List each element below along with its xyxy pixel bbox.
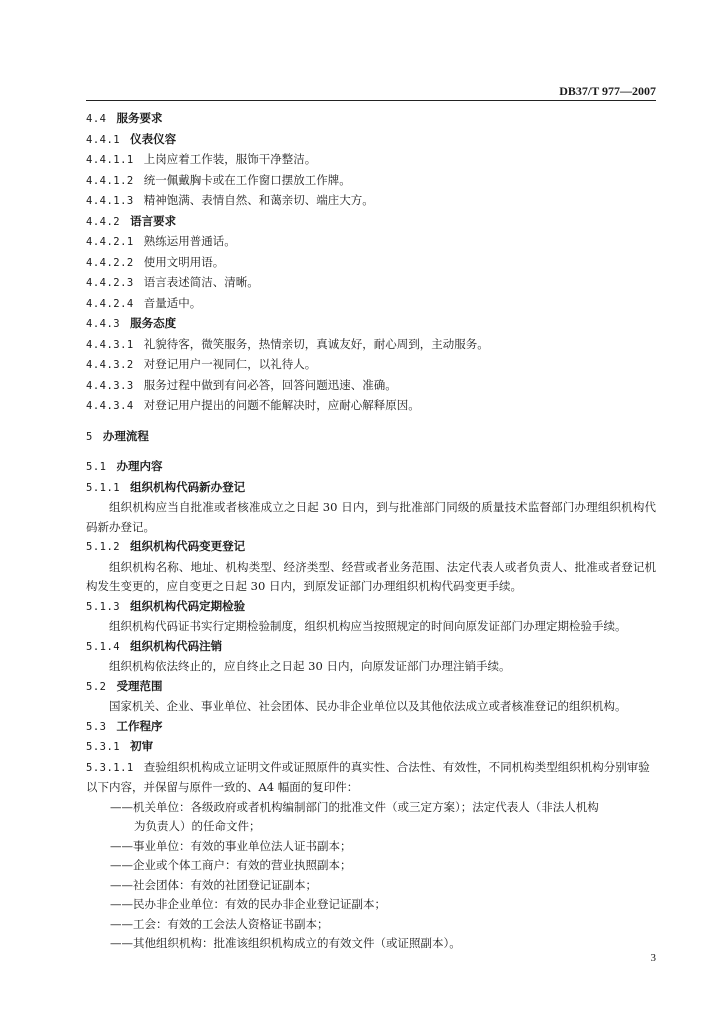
- clause-text: ——其他组织机构：批准该组织机构成立的有效文件（或证照副本）。: [110, 936, 461, 950]
- clause-paragraph: [86, 657, 656, 677]
- clause-heading: [86, 537, 656, 558]
- clause-heading: [86, 478, 656, 499]
- header-rule: [86, 100, 656, 101]
- clause-heading: [86, 212, 656, 233]
- clause-number: 5.1.4: [86, 640, 121, 653]
- list-item: [86, 915, 656, 935]
- clause-number: 4.4: [86, 113, 107, 125]
- list-item: [86, 876, 656, 896]
- clause-text: ——民办非企业单位：有效的民办非企业登记证副本；: [110, 897, 386, 911]
- clause-number: 4.4.3.1: [86, 338, 134, 351]
- clause-number: 4.4.1.3: [86, 195, 134, 207]
- clause-text: 组织机构代码新办登记: [130, 479, 246, 494]
- clause-item: [86, 253, 656, 274]
- clause-item: [86, 232, 656, 253]
- list-item: [86, 837, 656, 857]
- clause-text: 使用文明用语。: [143, 254, 225, 269]
- clause-number: 4.4.2.1: [86, 236, 134, 248]
- clause-text: 统一佩戴胸卡或在工作窗口摆放工作牌。: [143, 172, 351, 187]
- clause-heading: [86, 130, 656, 151]
- clause-text: 为负责人）的任命文件；: [134, 819, 261, 833]
- clause-text: 办理流程: [102, 428, 149, 443]
- clause-text: 熟练运用普通话。: [143, 234, 236, 248]
- clause-heading: [86, 314, 656, 335]
- clause-text: 对登记用户提出的问题不能解决时，应耐心解释原因。: [143, 398, 420, 412]
- clause-text: 服务过程中做到有问必答，回答问题迅速、准确。: [143, 377, 397, 392]
- clause-text: 仪表仪容: [130, 131, 177, 146]
- clause-text: 音量适中。: [143, 295, 202, 310]
- clause-number: 5.1.1: [86, 481, 121, 494]
- standard-code: DB37/T 977—2007: [559, 84, 656, 98]
- list-item: [86, 934, 656, 954]
- clause-heading: [86, 737, 656, 758]
- document-body: [86, 109, 656, 954]
- clause-item: [86, 335, 656, 356]
- clause-text: 组织机构应当自批准或者核准成立之日起 30 日内，到与批准部门同级的质量技术监督部门办理组织机构代码新办登记。: [86, 500, 656, 534]
- clause-item: [86, 294, 656, 315]
- clause-number: 5.3.1.1: [86, 761, 134, 774]
- clause-text: 精神饱满、表情自然、和蔼亲切、端庄大方。: [143, 193, 374, 207]
- clause-heading: [86, 717, 656, 738]
- clause-text: 组织机构代码变更登记: [130, 539, 246, 553]
- clause-text: 服务态度: [130, 316, 177, 330]
- clause-number: 4.4.3.2: [86, 359, 134, 371]
- clause-text: 组织机构名称、地址、机构类型、经济类型、经营或者业务范围、法定代表人或者负责人、批准或者登记机构发生变更的，应自变更之日起 30 日内，到原发证部门办理组织机构代码变更手续。: [86, 559, 656, 593]
- clause-text: 办理内容: [116, 459, 163, 473]
- clause-text: ——工会：有效的工会法人资格证书副本；: [110, 916, 329, 931]
- clause-heading: [86, 677, 656, 698]
- clause-paragraph: [86, 697, 656, 717]
- list-item: [86, 798, 656, 818]
- clause-number: 4.4.1.2: [86, 174, 134, 187]
- clause-number: 5.1.3: [86, 600, 121, 613]
- clause-number: 5.1.2: [86, 541, 121, 553]
- clause-paragraph: [86, 617, 656, 637]
- clause-heading: [86, 597, 656, 618]
- clause-text: 礼貌待客，微笑服务，热情亲切，真诚友好，耐心周到，主动服务。: [143, 336, 489, 351]
- clause-text: ——机关单位：各级政府或者机构编制部门的批准文件（或三定方案）；法定代表人（非法人机构: [110, 799, 599, 814]
- clause-number: 4.4.2: [86, 215, 121, 228]
- clause-text: 语言表述简洁、清晰。: [143, 275, 259, 289]
- clause-number: 5.3.1: [86, 741, 121, 753]
- clause-item: [86, 273, 656, 294]
- clause-text: 查验组织机构成立证明文件或证照原件的真实性、合法性、有效性，不同机构类型组织机构分别审验以下内容，并保留与原件一致的、A4 幅面的复印件：: [86, 759, 650, 794]
- section-heading: [86, 427, 656, 448]
- clause-text: 组织机构代码定期检验: [130, 598, 246, 613]
- clause-item: [86, 355, 656, 376]
- clause-item: [86, 171, 656, 192]
- clause-number: 4.4.1: [86, 133, 121, 146]
- clause-text: ——企业或个体工商户：有效的营业执照副本；: [110, 858, 352, 872]
- clause-text: 工作程序: [116, 718, 163, 733]
- clause-item: [86, 150, 656, 171]
- clause-text: 初审: [130, 739, 154, 753]
- clause-heading: [86, 637, 656, 658]
- clause-number: 4.4.3.3: [86, 379, 134, 392]
- clause-text: ——社会团体：有效的社团登记证副本；: [110, 877, 317, 892]
- clause-item: [86, 758, 656, 798]
- page-number: 3: [650, 952, 656, 964]
- list-item: [86, 895, 656, 915]
- clause-number: 4.4.3.4: [86, 400, 134, 412]
- clause-number: 5.2: [86, 680, 107, 693]
- clause-number: 4.4.2.3: [86, 277, 134, 289]
- clause-number: 4.4.2.2: [86, 256, 134, 269]
- clause-number: 5.1: [86, 461, 107, 473]
- clause-item: [86, 376, 656, 397]
- clause-number: 4.4.2.4: [86, 297, 134, 310]
- clause-item: [86, 396, 656, 417]
- clause-text: 组织机构代码证书实行定期检验制度，组织机构应当按照规定的时间向原发证部门办理定期检验手续。: [109, 619, 627, 633]
- clause-text: 上岗应着工作装，服饰干净整洁。: [143, 152, 317, 166]
- clause-paragraph: [86, 558, 656, 597]
- clause-number: 4.4.1.1: [86, 154, 134, 166]
- clause-heading: [86, 457, 656, 478]
- clause-item: [86, 191, 656, 212]
- clause-text: 国家机关、企业、事业单位、社会团体、民办非企业单位以及其他依法成立或者核准登记的组织机构。: [109, 699, 627, 713]
- clause-text: 组织机构依法终止的，应自终止之日起 30 日内，向原发证部门办理注销手续。: [109, 659, 511, 673]
- clause-text: 受理范围: [116, 678, 163, 693]
- clause-number: 5: [86, 430, 93, 443]
- list-item-continuation: [86, 817, 656, 837]
- clause-text: 语言要求: [130, 213, 177, 228]
- list-item: [86, 856, 656, 876]
- clause-paragraph: [86, 498, 656, 537]
- clause-heading: [86, 109, 656, 130]
- clause-number: 4.4.3: [86, 318, 121, 330]
- clause-text: 对登记用户一视同仁，以礼待人。: [143, 357, 317, 371]
- clause-text: 服务要求: [116, 111, 163, 125]
- clause-text: 组织机构代码注销: [130, 638, 223, 653]
- clause-text: ——事业单位：有效的事业单位法人证书副本；: [110, 838, 352, 853]
- clause-number: 5.3: [86, 720, 107, 733]
